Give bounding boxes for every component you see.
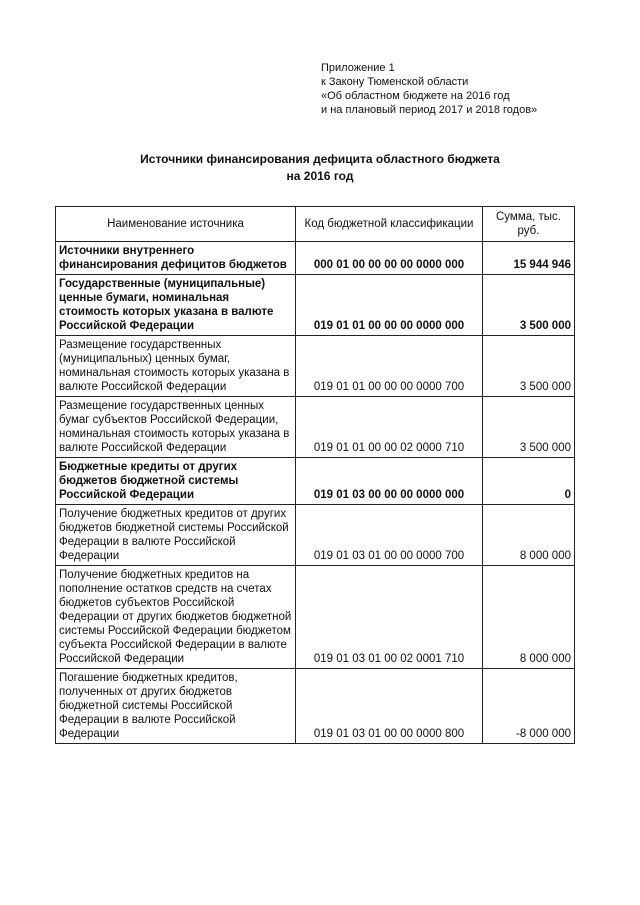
table-row: [56, 275, 575, 336]
financing-sources-table: [55, 206, 575, 744]
cell-name: Получение бюджетных кредитов на пополнение остатков средств на счетах бюджетов субъектов Российской Федерации от других бюджетов бюджетной системы Российской Федерации бюджетом субъекта Российской Федерации в валюте Российской Федерации: [56, 566, 296, 669]
header-name: Наименование источника: [56, 207, 296, 242]
cell-amount: -8 000 000: [483, 669, 575, 744]
cell-code: 019 01 03 01 00 00 0000 700: [296, 505, 483, 566]
table-row: [56, 242, 575, 275]
document-title: [0, 151, 640, 185]
cell-amount: 8 000 000: [483, 566, 575, 669]
table-row: [56, 336, 575, 397]
cell-name: Размещение государственных ценных бумаг субъектов Российской Федерации, номинальная стоимость которых указана в валюте Российской Федерации: [56, 397, 296, 458]
table-row: [56, 397, 575, 458]
cell-code: 019 01 03 01 00 02 0001 710: [296, 566, 483, 669]
table-header-row: [56, 207, 575, 242]
title-line-1: Источники финансирования дефицита областного бюджета: [140, 152, 500, 166]
cell-name: Бюджетные кредиты от других бюджетов бюджетной системы Российской Федерации: [56, 458, 296, 505]
table-row: [56, 566, 575, 669]
cell-amount: 3 500 000: [483, 275, 575, 336]
header-code: Код бюджетной классификации: [296, 207, 483, 242]
table-row: [56, 458, 575, 505]
cell-name: Погашение бюджетных кредитов, полученных от других бюджетов бюджетной системы Российской Федерации в валюте Российской Федерации: [56, 669, 296, 744]
cell-code: 019 01 01 00 00 02 0000 710: [296, 397, 483, 458]
table-row: [56, 669, 575, 744]
cell-amount: 8 000 000: [483, 505, 575, 566]
header-amount: Сумма, тыс. руб.: [483, 207, 575, 242]
appendix-line: «Об областном бюджете на 2016 год: [321, 90, 510, 102]
appendix-line: к Закону Тюменской области: [321, 76, 469, 88]
cell-amount: 3 500 000: [483, 336, 575, 397]
cell-amount: 0: [483, 458, 575, 505]
cell-code: 019 01 03 00 00 00 0000 000: [296, 458, 483, 505]
title-line-2: на 2016 год: [286, 169, 354, 183]
cell-name: Получение бюджетных кредитов от других бюджетов бюджетной системы Российской Федерации в валюте Российской Федерации: [56, 505, 296, 566]
cell-amount: 3 500 000: [483, 397, 575, 458]
cell-name: Размещение государственных (муниципальных) ценных бумаг, номинальная стоимость которых указана в валюте Российской Федерации: [56, 336, 296, 397]
table-row: [56, 505, 575, 566]
cell-name: Источники внутреннего финансирования дефицитов бюджетов: [56, 242, 296, 275]
appendix-line: Приложение 1: [321, 62, 395, 74]
appendix-caption: [321, 61, 537, 117]
cell-code: 019 01 03 01 00 00 0000 800: [296, 669, 483, 744]
table-body: [56, 242, 575, 744]
cell-code: 019 01 01 00 00 00 0000 700: [296, 336, 483, 397]
cell-code: 000 01 00 00 00 00 0000 000: [296, 242, 483, 275]
cell-amount: 15 944 946: [483, 242, 575, 275]
cell-code: 019 01 01 00 00 00 0000 000: [296, 275, 483, 336]
cell-name: Государственные (муниципальные) ценные бумаги, номинальная стоимость которых указана в валюте Российской Федерации: [56, 275, 296, 336]
appendix-line: и на плановый период 2017 и 2018 годов»: [321, 104, 538, 116]
